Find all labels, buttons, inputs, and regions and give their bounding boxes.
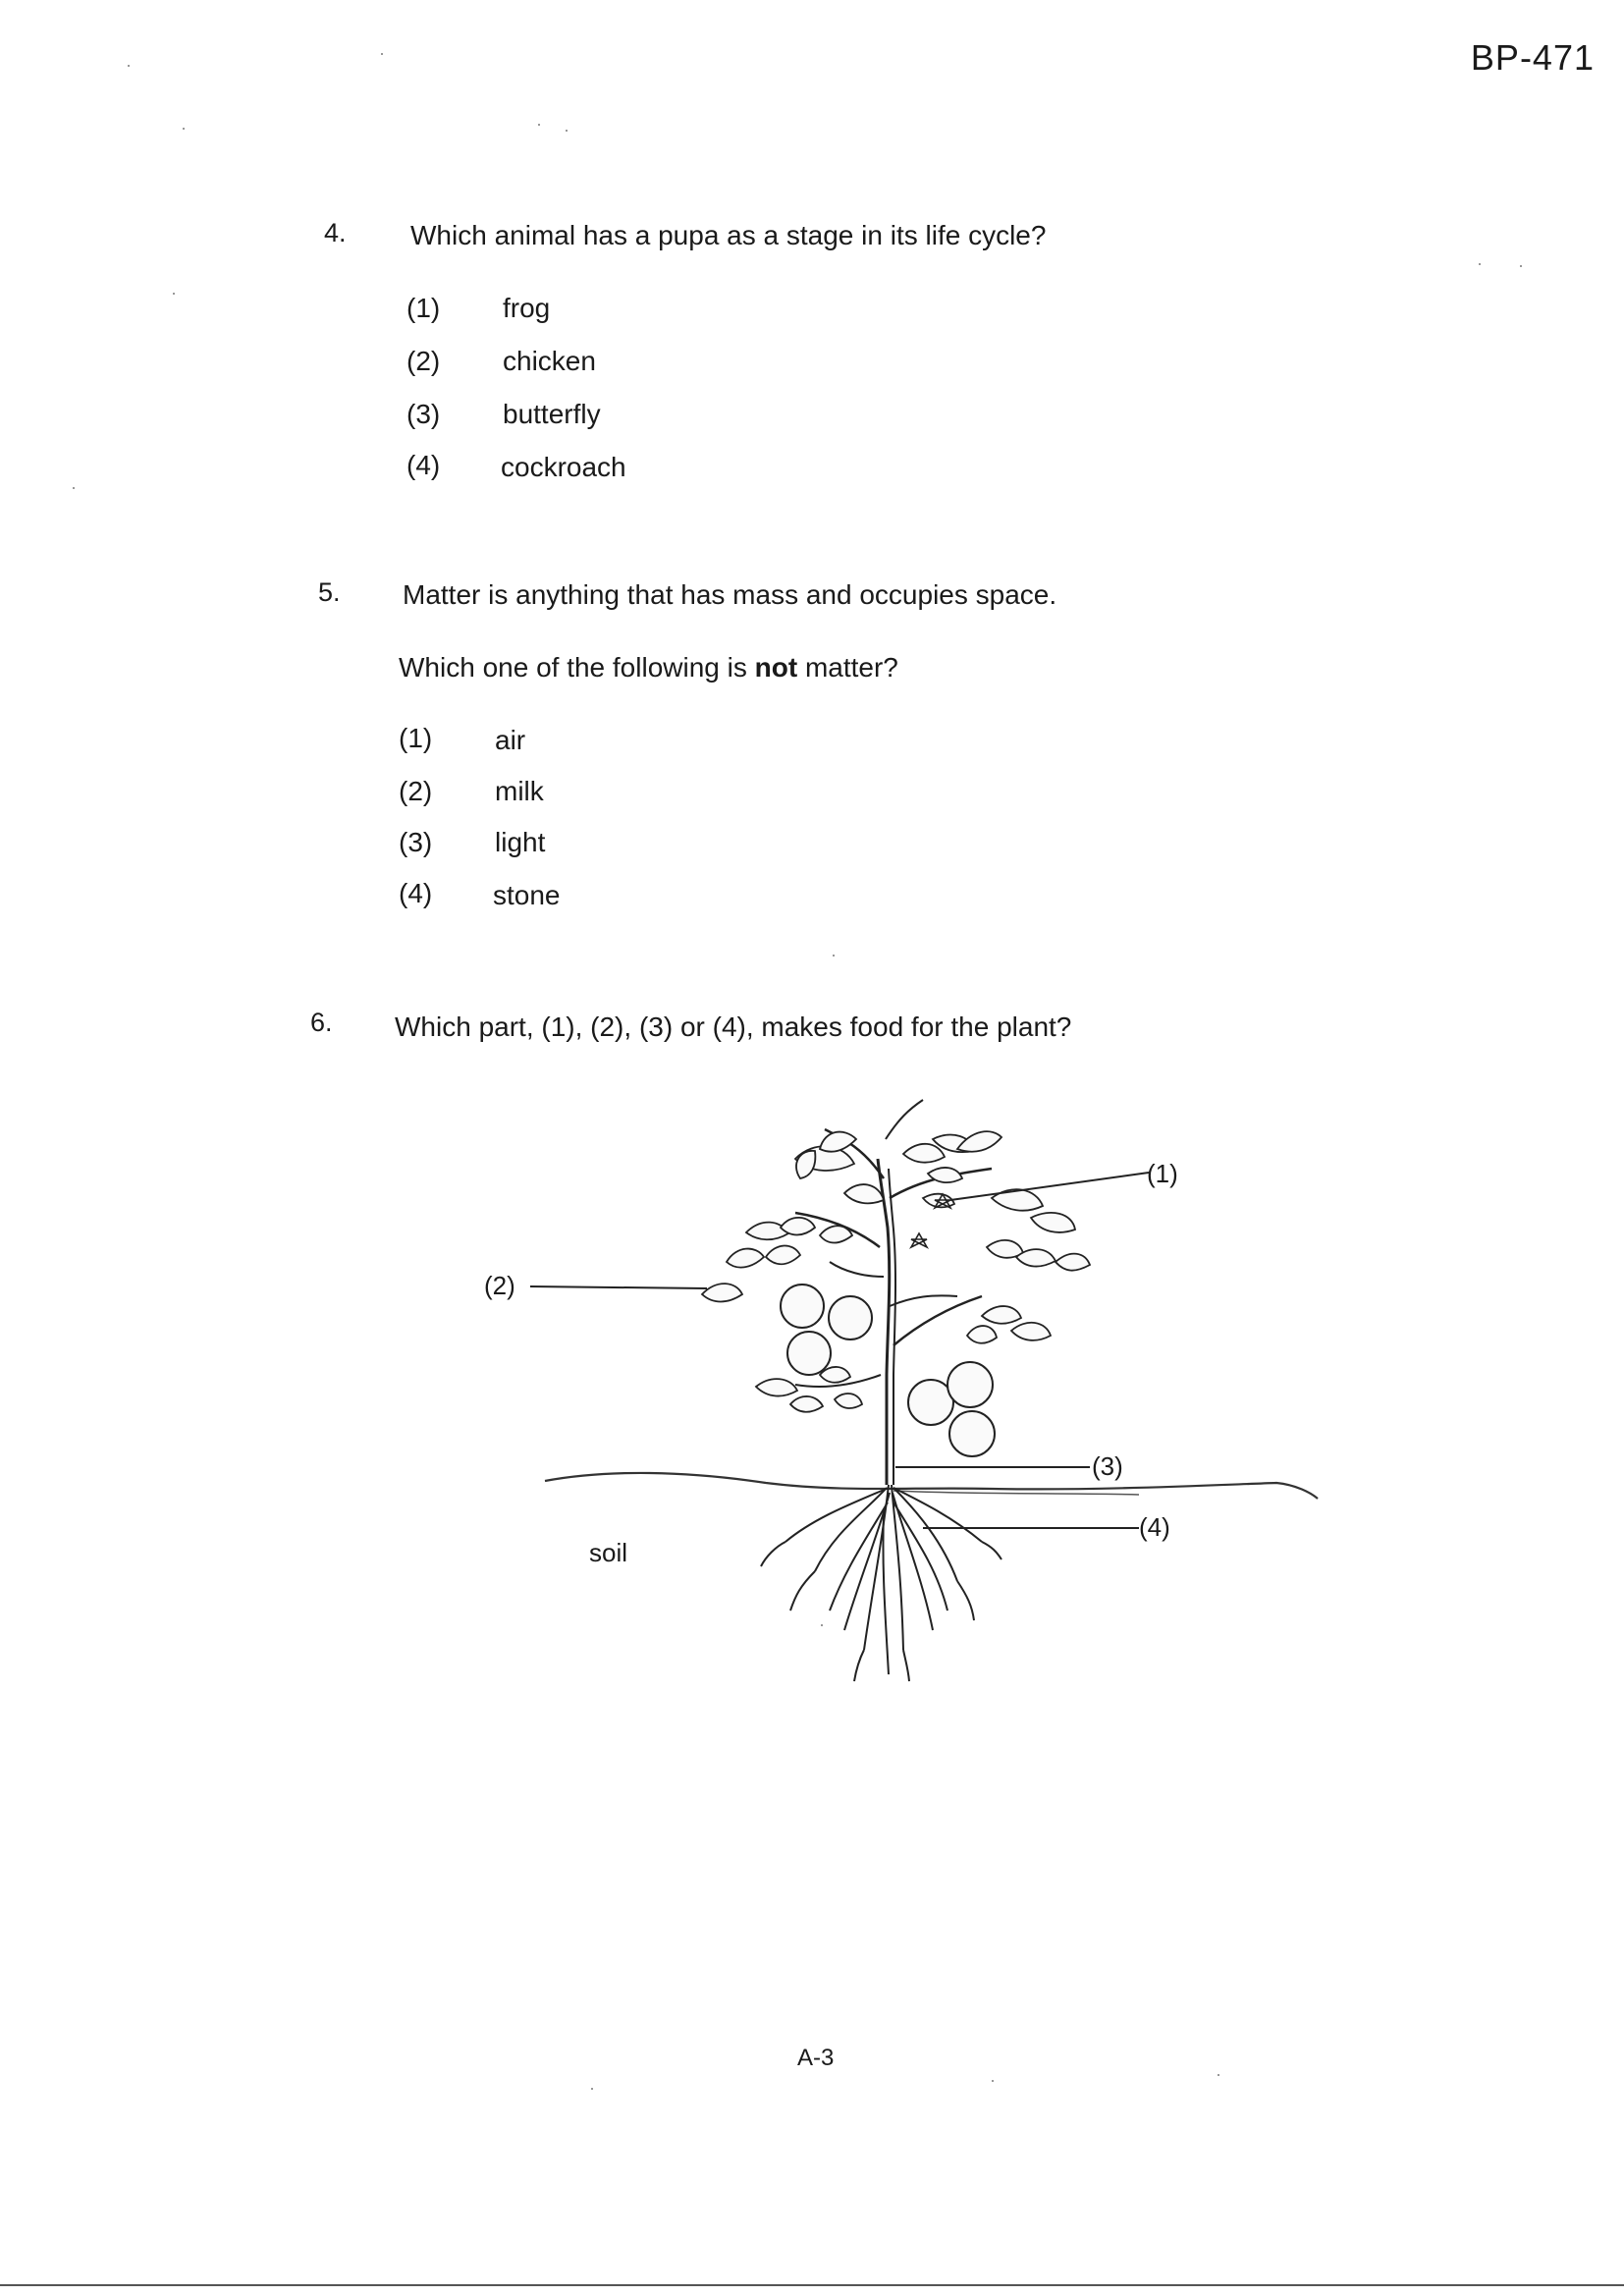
question-number: 6. <box>310 1008 333 1037</box>
diagram-label-2: (2) <box>484 1271 515 1300</box>
plant-stem <box>878 1159 890 1485</box>
scan-speck <box>591 2088 593 2090</box>
leaf <box>820 1132 856 1152</box>
option-text: butterfly <box>503 399 601 429</box>
leaf <box>766 1245 800 1264</box>
leaf <box>756 1379 797 1395</box>
diagram-label-3: (3) <box>1092 1451 1123 1481</box>
leaf <box>967 1326 997 1343</box>
flower <box>911 1233 927 1247</box>
root <box>761 1542 785 1566</box>
tomato <box>787 1332 831 1375</box>
subtext-end: matter? <box>797 652 898 683</box>
scan-speck <box>538 124 540 126</box>
option-number: (3) <box>399 827 433 857</box>
leaf <box>781 1218 815 1235</box>
scan-speck <box>833 955 835 957</box>
plant-branch <box>890 1295 957 1306</box>
question-number: 4. <box>324 218 347 247</box>
option-text: chicken <box>503 346 596 376</box>
leaf <box>903 1144 945 1163</box>
root <box>957 1581 974 1620</box>
bottom-border-line <box>0 2284 1624 2286</box>
leaf <box>844 1184 884 1203</box>
leader-line-1 <box>950 1173 1149 1200</box>
root <box>790 1571 815 1611</box>
option-text: stone <box>493 880 561 910</box>
tomato <box>947 1362 993 1407</box>
leader-line-2 <box>530 1286 707 1288</box>
question-text: Which animal has a pupa as a stage in its life cycle? <box>410 220 1047 250</box>
option-number: (3) <box>406 399 441 429</box>
diagram-label-4: (4) <box>1139 1512 1170 1542</box>
option-text: frog <box>503 293 551 323</box>
leaf <box>727 1249 764 1268</box>
scan-speck <box>1218 2074 1219 2076</box>
scan-speck <box>566 130 568 132</box>
subtext-start: Which one of the following is <box>399 652 755 683</box>
scan-speck <box>73 487 75 489</box>
leaf <box>982 1306 1021 1324</box>
plant-branch <box>886 1100 923 1139</box>
leaf <box>1031 1213 1075 1232</box>
leaf <box>835 1394 862 1408</box>
question-number: 5. <box>318 577 341 607</box>
scan-speck <box>381 53 383 55</box>
option-text: light <box>495 827 546 857</box>
tomato <box>949 1411 995 1456</box>
tomato <box>781 1285 824 1328</box>
leaf <box>1056 1254 1090 1271</box>
leaf <box>702 1284 742 1301</box>
scan-speck <box>1479 263 1481 265</box>
root <box>883 1512 889 1674</box>
plant-branch <box>830 1262 884 1277</box>
tomato <box>829 1296 872 1339</box>
option-number: (2) <box>399 776 433 806</box>
option-text: milk <box>495 776 544 806</box>
question-text: Matter is anything that has mass and occupies space. <box>403 579 1057 610</box>
soil-surface-line <box>545 1473 1318 1499</box>
scan-speck <box>183 128 185 130</box>
soil-surface-line-2 <box>893 1491 1139 1495</box>
option-number: (2) <box>406 346 441 376</box>
option-number: (1) <box>399 723 433 753</box>
root <box>854 1650 864 1681</box>
scan-speck <box>173 293 175 295</box>
leaf <box>1011 1323 1051 1340</box>
soil-label: soil <box>589 1538 628 1567</box>
option-number: (1) <box>406 293 441 323</box>
option-text: air <box>495 725 526 755</box>
subtext-emphasis: not <box>754 652 798 683</box>
diagram-label-1: (1) <box>1147 1159 1178 1188</box>
root <box>815 1488 887 1571</box>
root <box>893 1488 982 1542</box>
question-text: Which part, (1), (2), (3) or (4), makes food for the plant? <box>395 1011 1072 1042</box>
page-number: A-3 <box>797 2045 835 2071</box>
option-number: (4) <box>406 450 441 480</box>
leaf <box>790 1396 823 1412</box>
exam-code: BP-471 <box>1470 37 1595 78</box>
leaf <box>820 1226 852 1242</box>
root <box>893 1488 957 1581</box>
scan-speck <box>128 65 130 67</box>
scan-speck <box>992 2080 994 2082</box>
root <box>982 1542 1001 1559</box>
leaf <box>957 1131 1001 1152</box>
scan-speck <box>1520 265 1522 267</box>
option-number: (4) <box>399 878 433 908</box>
root <box>785 1488 889 1542</box>
option-text: cockroach <box>501 452 626 482</box>
scan-speck <box>821 1624 823 1626</box>
root <box>903 1650 909 1681</box>
